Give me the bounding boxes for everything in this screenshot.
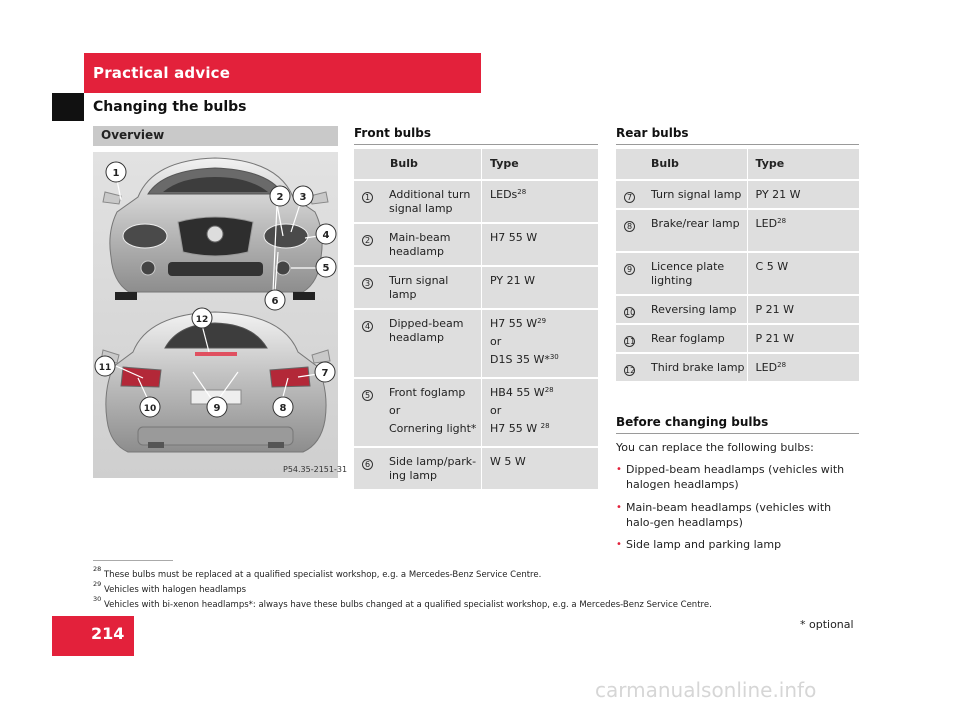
optional-note: * optional (800, 618, 854, 631)
row-number: 8 (624, 221, 635, 232)
bulb-type: P 21 W (755, 332, 795, 345)
bulb-type: P 21 W (755, 303, 795, 316)
before-changing-title: Before changing bulbs (616, 415, 859, 434)
row-number: 12 (625, 366, 636, 375)
bulb-type-or: or (490, 335, 502, 348)
footnote-ref: 28 (777, 217, 787, 225)
rear-bulbs-table (616, 147, 859, 383)
bulb-name: Brake/rear lamp (644, 210, 748, 251)
table-row (616, 296, 859, 323)
table-row (354, 267, 598, 308)
footnote-ref: 28 (540, 422, 550, 430)
bulb-name-alt: Cornering light* (389, 422, 477, 435)
bulb-name: Side lamp/park-ing lamp (382, 448, 482, 489)
row-number: 11 (625, 337, 636, 346)
table-row (616, 253, 859, 294)
photo-code: P54.35-2151-31 (283, 465, 348, 474)
footnote-28: $^{28}$ These bulbs must be replaced at a qualified specialist workshop, e.g. a Mercedes-Benz Service Centre. (93, 565, 542, 580)
bulb-type: H7 55 W (490, 317, 538, 330)
table-row (616, 210, 859, 251)
table-row (354, 379, 598, 446)
table-row (616, 181, 859, 208)
callout-12: 12 (195, 315, 209, 325)
row-number: 6 (362, 459, 373, 470)
bullet-icon: • (616, 502, 622, 513)
row-number: 3 (362, 278, 373, 289)
bulb-name: Licence plate lighting (644, 253, 748, 294)
footnote-30: $^{30}$ Vehicles with bi-xenon headlamps*: always have these bulbs changed at a qualified specialist workshop, e.g. a Mercedes-Benz Service Centre. (93, 595, 712, 610)
bulb-name-or: or (389, 404, 401, 417)
callout-1: 1 (112, 168, 120, 179)
section-title: Practical advice (93, 64, 231, 82)
callout-6: 6 (271, 296, 279, 307)
list-item: • Side lamp and parking lamp (616, 538, 782, 551)
table-row (354, 310, 598, 377)
bulb-type: C 5 W (755, 260, 789, 273)
footnote-divider (93, 560, 173, 561)
bullet-icon: • (616, 464, 622, 475)
page-number: 214 (91, 624, 125, 643)
callout-9: 9 (213, 403, 221, 414)
callout-7: 7 (321, 368, 329, 379)
bulb-type: W 5 W (490, 455, 526, 468)
overview-bar (93, 126, 338, 146)
watermark: carmanualsonline.info (595, 678, 817, 702)
bulb-type-or: or (490, 404, 502, 417)
chapter-title: Changing the bulbs (93, 99, 247, 115)
page-number-box (52, 616, 134, 656)
bulb-name: Third brake lamp (644, 354, 748, 381)
row-number: 2 (362, 235, 373, 246)
bulb-name: Main-beam headlamp (382, 224, 482, 265)
list-item: • Dipped-beam headlamps (vehicles with halogen headlamps) (616, 463, 845, 491)
section-header (84, 53, 481, 93)
front-bulbs-table (354, 147, 598, 491)
row-number: 10 (625, 308, 636, 317)
front-col-bulb: Bulb (382, 149, 482, 179)
bulb-type-alt: H7 55 W (490, 422, 541, 435)
footnote-ref: 29 (537, 317, 547, 325)
chapter-marker (52, 93, 84, 121)
footnote-29: $^{29}$ Vehicles with halogen headlamps (93, 580, 247, 595)
bulb-type: PY 21 W (490, 274, 535, 287)
bulb-name: Rear foglamp (644, 325, 748, 352)
rear-col-type: Type (748, 149, 859, 179)
callout-3: 3 (299, 192, 307, 203)
car-photo (93, 152, 348, 478)
front-bulbs-title: Front bulbs (354, 126, 598, 145)
front-col-type: Type (482, 149, 598, 179)
bulb-name: Dipped-beam headlamp (382, 310, 482, 377)
callout-10: 10 (143, 404, 157, 414)
callout-2: 2 (276, 192, 284, 203)
bulb-name: Reversing lamp (644, 296, 748, 323)
bulb-type: H7 55 W (490, 231, 538, 244)
row-number: 4 (362, 321, 373, 332)
footnote-ref: 28 (544, 386, 554, 394)
front-table-header (354, 149, 598, 179)
table-row (354, 448, 598, 489)
bulb-name: Additional turn signal lamp (382, 181, 482, 222)
callout-11: 11 (98, 363, 112, 373)
bulb-name: Turn signal lamp (644, 181, 748, 208)
footnote-ref: 28 (777, 361, 787, 369)
bulb-type: HB4 55 W (490, 386, 545, 399)
bulb-type: PY 21 W (755, 188, 801, 201)
bulb-type-alt: D1S 35 W* (490, 353, 550, 366)
rear-table-header (616, 149, 859, 179)
table-row (354, 224, 598, 265)
callout-8: 8 (279, 403, 287, 414)
bulb-name: Front foglamp (389, 386, 466, 399)
bulb-type: LED (755, 361, 778, 374)
table-row (354, 181, 598, 222)
table-row (616, 354, 859, 381)
callout-4: 4 (322, 230, 330, 241)
overview-title: Overview (101, 128, 165, 142)
row-number: 1 (362, 192, 373, 203)
table-row (616, 325, 859, 352)
bulb-name: Turn signal lamp (382, 267, 482, 308)
bulb-type: LED (755, 217, 778, 230)
car-illustration (93, 152, 348, 478)
row-number: 7 (624, 192, 635, 203)
row-number: 9 (624, 264, 635, 275)
row-number: 5 (362, 390, 373, 401)
footnote-ref: 28 (517, 188, 527, 196)
before-intro: You can replace the following bulbs: (616, 441, 814, 454)
list-item: • Main-beam headlamps (vehicles with halo-gen headlamps) (616, 501, 832, 529)
rear-bulbs-title: Rear bulbs (616, 126, 859, 145)
callout-5: 5 (322, 263, 330, 274)
bullet-icon: • (616, 539, 622, 550)
rear-col-bulb: Bulb (644, 149, 748, 179)
bulb-type: LEDs (490, 188, 518, 201)
footnote-ref: 30 (549, 353, 559, 361)
